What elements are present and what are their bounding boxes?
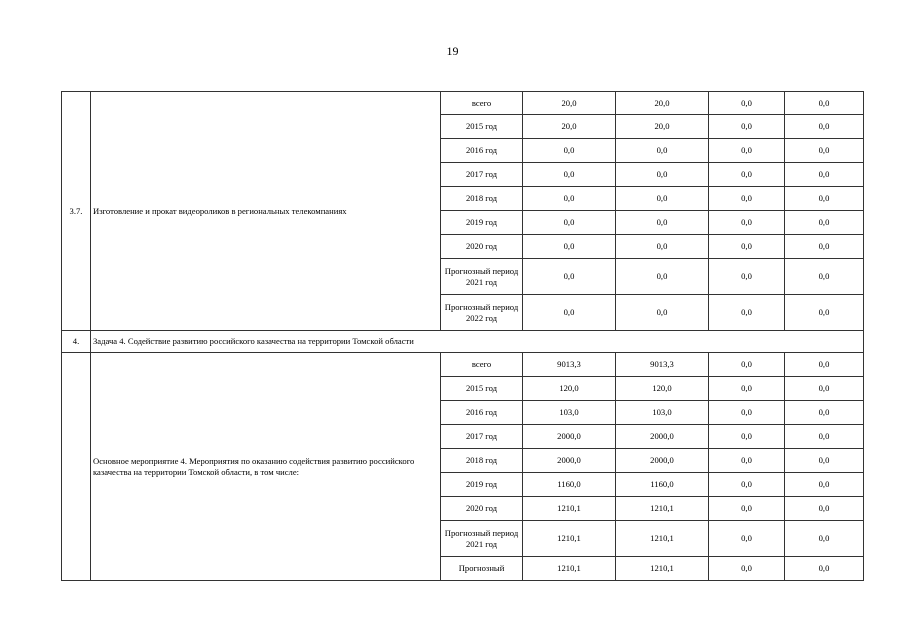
value-cell: 0,0 xyxy=(785,211,864,235)
value-cell: 0,0 xyxy=(709,521,785,557)
value-cell: 0,0 xyxy=(616,211,709,235)
value-cell: 0,0 xyxy=(709,401,785,425)
value-cell: 0,0 xyxy=(785,473,864,497)
value-cell: 0,0 xyxy=(785,377,864,401)
budget-table xyxy=(61,91,864,581)
value-cell: 0,0 xyxy=(709,259,785,295)
period-cell: 2017 год xyxy=(441,425,523,449)
task-row xyxy=(62,331,864,353)
period-cell: Прогнозный период 2021 год xyxy=(441,521,523,557)
value-cell: 0,0 xyxy=(523,295,616,331)
value-cell: 0,0 xyxy=(785,449,864,473)
value-cell: 1210,1 xyxy=(616,557,709,581)
row-index: 3.7. xyxy=(62,92,91,331)
value-cell: 0,0 xyxy=(709,187,785,211)
value-cell: 0,0 xyxy=(785,353,864,377)
value-cell: 0,0 xyxy=(709,92,785,115)
value-cell: 0,0 xyxy=(709,295,785,331)
value-cell: 0,0 xyxy=(785,425,864,449)
value-cell: 1160,0 xyxy=(523,473,616,497)
period-cell: 2019 год xyxy=(441,473,523,497)
value-cell: 0,0 xyxy=(616,187,709,211)
period-cell: 2016 год xyxy=(441,401,523,425)
value-cell: 0,0 xyxy=(709,557,785,581)
table-row xyxy=(62,92,864,115)
page-number: 19 xyxy=(446,44,459,58)
value-cell: 0,0 xyxy=(785,295,864,331)
value-cell: 2000,0 xyxy=(523,425,616,449)
value-cell: 9013,3 xyxy=(523,353,616,377)
value-cell: 0,0 xyxy=(523,259,616,295)
value-cell: 0,0 xyxy=(785,401,864,425)
value-cell: 0,0 xyxy=(709,377,785,401)
value-cell: 0,0 xyxy=(785,259,864,295)
value-cell: 120,0 xyxy=(523,377,616,401)
value-cell: 0,0 xyxy=(616,139,709,163)
period-cell: Прогнозный xyxy=(441,557,523,581)
value-cell: 0,0 xyxy=(785,163,864,187)
task-index: 4. xyxy=(62,331,91,353)
value-cell: 2000,0 xyxy=(523,449,616,473)
row-name: Изготовление и прокат видеороликов в региональных телекомпаниях xyxy=(91,92,441,331)
value-cell: 0,0 xyxy=(709,139,785,163)
value-cell: 9013,3 xyxy=(616,353,709,377)
value-cell: 20,0 xyxy=(523,115,616,139)
value-cell: 2000,0 xyxy=(616,449,709,473)
period-cell: 2016 год xyxy=(441,139,523,163)
value-cell: 0,0 xyxy=(523,187,616,211)
value-cell: 1210,1 xyxy=(523,521,616,557)
period-cell: 2018 год xyxy=(441,187,523,211)
value-cell: 20,0 xyxy=(616,92,709,115)
value-cell: 0,0 xyxy=(785,187,864,211)
period-cell: 2015 год xyxy=(441,115,523,139)
period-cell: 2017 год xyxy=(441,163,523,187)
value-cell: 0,0 xyxy=(523,163,616,187)
value-cell: 1210,1 xyxy=(616,497,709,521)
value-cell: 0,0 xyxy=(709,449,785,473)
table-row xyxy=(62,353,864,377)
value-cell: 103,0 xyxy=(616,401,709,425)
value-cell: 1210,1 xyxy=(523,497,616,521)
value-cell: 0,0 xyxy=(709,115,785,139)
value-cell: 0,0 xyxy=(523,139,616,163)
value-cell: 0,0 xyxy=(709,497,785,521)
period-cell: Прогнозный период 2021 год xyxy=(441,259,523,295)
value-cell: 0,0 xyxy=(709,163,785,187)
value-cell: 20,0 xyxy=(616,115,709,139)
value-cell: 1160,0 xyxy=(616,473,709,497)
task-title: Задача 4. Содействие развитию российского казачества на территории Томской области xyxy=(91,331,864,353)
value-cell: 0,0 xyxy=(785,92,864,115)
value-cell: 20,0 xyxy=(523,92,616,115)
value-cell: 0,0 xyxy=(616,163,709,187)
period-cell: 2018 год xyxy=(441,449,523,473)
value-cell: 0,0 xyxy=(523,235,616,259)
value-cell: 2000,0 xyxy=(616,425,709,449)
value-cell: 0,0 xyxy=(616,235,709,259)
period-cell: 2019 год xyxy=(441,211,523,235)
value-cell: 0,0 xyxy=(709,473,785,497)
value-cell: 0,0 xyxy=(709,235,785,259)
value-cell: 0,0 xyxy=(616,295,709,331)
period-cell: всего xyxy=(441,353,523,377)
value-cell: 0,0 xyxy=(523,211,616,235)
period-cell: 2020 год xyxy=(441,235,523,259)
value-cell: 1210,1 xyxy=(523,557,616,581)
value-cell: 0,0 xyxy=(709,353,785,377)
value-cell: 0,0 xyxy=(616,259,709,295)
value-cell: 0,0 xyxy=(785,115,864,139)
period-cell: всего xyxy=(441,92,523,115)
row-index xyxy=(62,353,91,581)
value-cell: 0,0 xyxy=(785,139,864,163)
value-cell: 0,0 xyxy=(785,235,864,259)
row-name: Основное мероприятие 4. Мероприятия по оказанию содействия развитию российского казачества на территории Томской области, в том числе: xyxy=(91,353,441,581)
value-cell: 120,0 xyxy=(616,377,709,401)
value-cell: 0,0 xyxy=(785,521,864,557)
value-cell: 0,0 xyxy=(785,557,864,581)
period-cell: Прогнозный период 2022 год xyxy=(441,295,523,331)
value-cell: 1210,1 xyxy=(616,521,709,557)
period-cell: 2015 год xyxy=(441,377,523,401)
value-cell: 103,0 xyxy=(523,401,616,425)
value-cell: 0,0 xyxy=(709,425,785,449)
value-cell: 0,0 xyxy=(709,211,785,235)
value-cell: 0,0 xyxy=(785,497,864,521)
period-cell: 2020 год xyxy=(441,497,523,521)
